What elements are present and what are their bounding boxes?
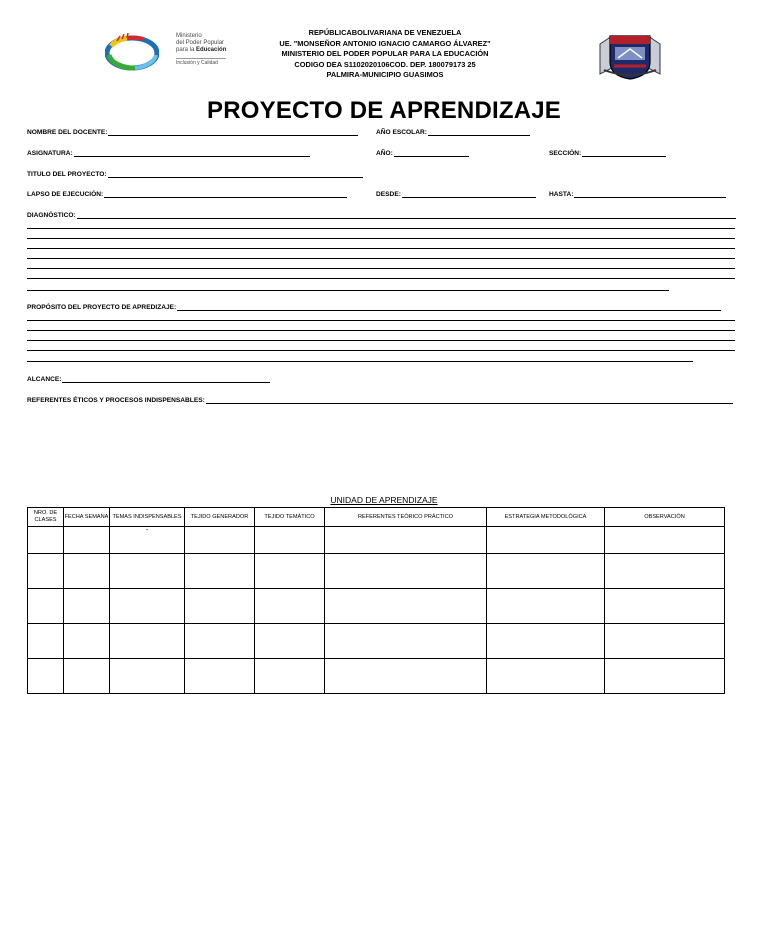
table-cell[interactable] [110,554,185,589]
header-line-3: MINISTERIO DEL PODER POPULAR PARA LA EDUCACIÓN [281,49,489,58]
col-header: TEMAS INDISPENSABLES [110,508,185,527]
field-ano-escolar[interactable]: AÑO ESCOLAR: [376,128,530,136]
field-proposito[interactable]: PROPÓSITO DEL PROYECTO DE APREDIZAJE: [27,303,721,311]
field-docente[interactable]: NOMBRE DEL DOCENTE: [27,128,358,136]
diagnostico-line[interactable] [27,248,735,249]
proposito-line[interactable] [27,330,735,331]
col-header: ESTRATEGIA METODOLÓGICA [487,508,605,527]
table-cell[interactable] [185,659,255,694]
table-cell[interactable] [487,554,605,589]
table-cell[interactable] [28,527,64,554]
field-lapso[interactable]: LAPSO DE EJECUCIÓN: [27,190,347,198]
table-row [28,624,725,659]
header-line-1: REPÚBLICABOLIVARIANA DE VENEZUELA [308,28,462,37]
field-ano[interactable]: AÑO: [376,149,469,157]
table-cell[interactable] [185,589,255,624]
table-row [28,659,725,694]
table-cell[interactable] [487,624,605,659]
diagnostico-line[interactable] [27,268,735,269]
table-cell[interactable] [110,527,185,554]
table-cell[interactable] [605,554,725,589]
table-cell[interactable] [64,554,110,589]
table-row [28,589,725,624]
proposito-line[interactable] [27,320,735,321]
diagnostico-line[interactable] [27,258,735,259]
field-titulo[interactable]: TITULO DEL PROYECTO: [27,170,363,178]
table-cell[interactable] [28,624,64,659]
table-row [28,527,725,554]
table-cell[interactable] [185,554,255,589]
table-cell[interactable] [64,624,110,659]
ministry-name: Ministerio del Poder Popular para la Educación Inclusión y Calidad [176,33,227,66]
table-cell[interactable] [64,589,110,624]
page-title: PROYECTO DE APRENDIZAJE [207,97,561,124]
field-alcance[interactable]: ALCANCE: [27,375,270,383]
header-line-2: UE. "MONSEÑOR ANTONIO IGNACIO CAMARGO ÁLVAREZ" [279,38,491,48]
col-header: OBSERVACIÓN [605,508,725,527]
field-diagnostico[interactable]: DIAGNÓSTICO: [27,211,736,219]
table-cell[interactable] [185,624,255,659]
cell-mark: - [145,527,149,534]
table-cell[interactable] [28,659,64,694]
col-header: FECHA SEMANA [64,508,110,527]
table-row [28,554,725,589]
school-crest-icon [598,30,662,80]
diagnostico-line[interactable] [27,278,735,279]
unidad-table [27,507,725,694]
diagnostico-line[interactable] [27,290,669,291]
proposito-line[interactable] [27,350,735,351]
table-cell[interactable] [487,589,605,624]
diagnostico-line[interactable] [27,228,735,229]
col-header: TEJIDO TEMÁTICO [255,508,325,527]
table-cell[interactable] [185,527,255,554]
table-cell[interactable] [605,659,725,694]
table-cell[interactable] [605,589,725,624]
table-cell[interactable] [325,554,487,589]
table-cell[interactable] [255,589,325,624]
table-cell[interactable] [110,659,185,694]
ministry-logo-icon [105,33,159,73]
table-cell[interactable] [28,554,64,589]
table-cell[interactable] [487,659,605,694]
table-cell[interactable] [110,624,185,659]
header-line-5: PALMIRA-MUNICIPIO GUASIMOS [326,70,444,79]
table-cell[interactable] [605,624,725,659]
field-hasta[interactable]: HASTA: [549,190,726,198]
field-desde[interactable]: DESDE: [376,190,536,198]
field-referentes[interactable]: REFERENTES ÉTICOS Y PROCESOS INDISPENSABLES: [27,396,733,404]
table-cell[interactable] [255,659,325,694]
table-cell[interactable] [325,659,487,694]
table-cell[interactable] [28,589,64,624]
table-cell[interactable] [605,527,725,554]
diagnostico-line[interactable] [27,238,735,239]
col-header: NRO. DE CLASES [28,508,64,527]
table-cell[interactable] [325,624,487,659]
col-header: TEJIDO GENERADOR [185,508,255,527]
field-asignatura[interactable]: ASIGNATURA: [27,149,310,157]
field-seccion[interactable]: SECCIÓN: [549,149,666,157]
table-cell[interactable] [487,527,605,554]
table-cell[interactable] [325,527,487,554]
table-cell[interactable] [64,659,110,694]
proposito-line[interactable] [27,340,735,341]
table-cell[interactable] [64,527,110,554]
col-header: REFERENTES TEÓRICO PRÁCTICO [325,508,487,527]
unidad-title: UNIDAD DE APRENDIZAJE [330,495,438,505]
header-line-4: CODIGO DEA S1102020106COD. DEP. 180079173 25 [294,59,476,69]
table-cell[interactable] [255,554,325,589]
table-cell[interactable] [255,624,325,659]
table-cell[interactable] [110,589,185,624]
table-cell[interactable] [325,589,487,624]
proposito-line[interactable] [27,361,693,362]
table-cell[interactable] [255,527,325,554]
